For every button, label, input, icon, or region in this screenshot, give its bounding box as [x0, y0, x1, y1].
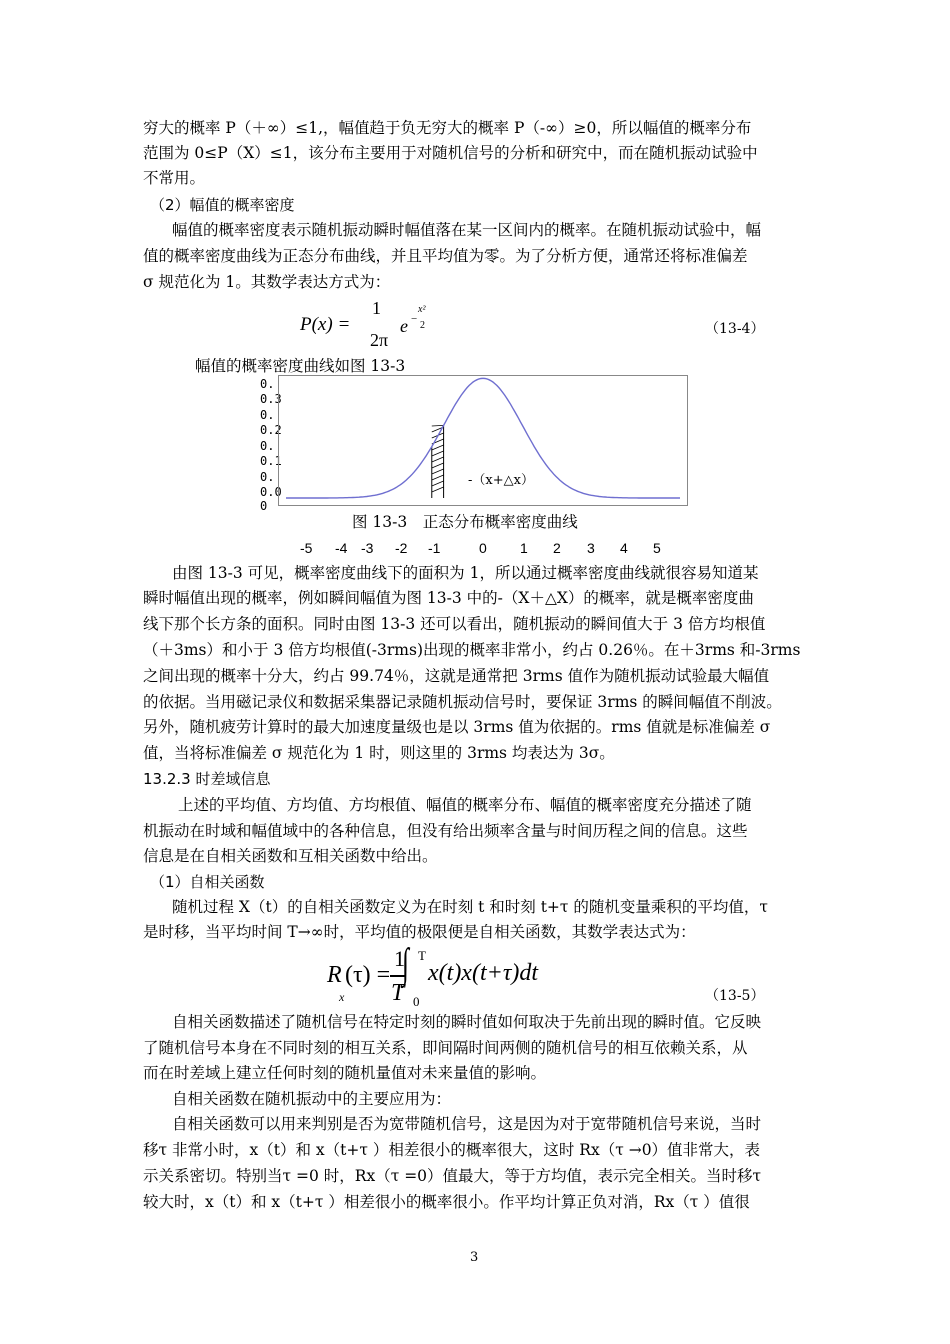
- eq-lower-limit: 0: [413, 994, 420, 1009]
- strip-annotation: -（x+△x）: [468, 473, 534, 488]
- text-line: 较大时，x（t）和 x（t+τ ）相差很小的概率很小。作平均计算正负对消，Rx（τ ）值很: [143, 1193, 750, 1211]
- eq-exp-base: e: [400, 316, 408, 336]
- eq-arg: (τ) =: [345, 962, 391, 988]
- equation-number: （13-4）: [705, 321, 765, 337]
- text-line: 不常用。: [143, 169, 206, 187]
- hatch-line: [432, 475, 444, 480]
- hatch-line: [432, 469, 444, 474]
- text-line: （＋3ms）和小于 3 倍方均根值(-3rms)出现的概率非常小，约占 0.26％。在＋3rms 和-3rms: [143, 641, 801, 659]
- text-line: 随机过程 X（t）的自相关函数定义为在时刻 t 和时刻 t+τ 的随机变量乘积的平均值，τ: [172, 898, 768, 916]
- eq-R: R: [327, 962, 342, 988]
- hatch-line: [432, 425, 444, 426]
- section-heading-13-2-3: 13.2.3 时差域信息: [143, 770, 271, 788]
- x-tick-label: 2: [553, 540, 561, 556]
- y-tick-label: 0.: [260, 377, 275, 391]
- x-tick-label: 4: [620, 540, 628, 556]
- text-line: 信息是在自相关函数和互相关函数中给出。: [143, 847, 438, 865]
- text-line: 的依据。当用磁记录仪和数据采集器记录随机振动信号时，要保证 3rms 的瞬间幅值不削波。: [143, 693, 782, 711]
- y-tick-label: 0.0: [260, 485, 282, 499]
- subheading-autocorrelation: （1）自相关函数: [150, 873, 265, 891]
- hatch-line: [432, 481, 444, 486]
- y-tick-label: 0.: [260, 439, 275, 453]
- hatch-line: [432, 457, 444, 462]
- text-line: 自相关函数可以用来判别是否为宽带随机信号，这是因为对于宽带随机信号来说，当时: [172, 1115, 762, 1133]
- text-line: 值，当将标准偏差 σ 规范化为 1 时，则这里的 3rms 均表达为 3σ。: [143, 744, 615, 762]
- integral-sign-icon: ∫: [402, 941, 409, 987]
- figure-caption: 图 13-3 正态分布概率密度曲线: [352, 513, 578, 531]
- eq-upper-limit: T: [418, 948, 426, 963]
- text-line: 了随机信号本身在不同时刻的相互关系，即间隔时间两侧的随机信号的相互依赖关系，从: [143, 1039, 748, 1057]
- text-line: 机振动在时域和幅值域中的各种信息，但没有给出频率含量与时间历程之间的信息。这些: [143, 822, 748, 840]
- text-line: 另外，随机疲劳计算时的最大加速度量级也是以 3rms 值为依据的。rms 值就是标准偏差 σ: [143, 718, 771, 736]
- x-tick-label: -4: [335, 540, 348, 556]
- text-line: 穷大的概率 P（＋∞）≤1,，幅值趋于负无穷大的概率 P（-∞）≥0，所以幅值的概率分布: [143, 119, 752, 137]
- eq-exp-minus: −: [411, 313, 418, 325]
- eq-exp-denominator: 2: [420, 320, 425, 331]
- y-tick-label: 0.3: [260, 392, 282, 406]
- x-tick-label: -3: [361, 540, 374, 556]
- text-line: 示关系密切。特别当τ =0 时，Rx（τ =0）值最大，等于方均值，表示完全相关。当时移τ: [143, 1167, 762, 1185]
- y-tick-label: 0: [260, 499, 268, 513]
- hatch-line: [432, 445, 444, 450]
- x-tick-label: 3: [587, 540, 595, 556]
- hatch-line: [432, 487, 444, 492]
- text-line: 是时移，当平均时间 T→∞时，平均值的极限便是自相关函数，其数学表达式为：: [143, 923, 696, 941]
- eq-numerator: 1: [394, 946, 405, 971]
- text-line: 值的概率密度曲线为正态分布曲线，并且平均值为零。为了分析方便，通常还将标准偏差: [143, 247, 748, 265]
- text-line: 范围为 0≤P（X）≤1，该分布主要用于对随机信号的分析和研究中，而在随机振动试验中: [143, 144, 758, 162]
- eq-integrand: x(t)x(t+τ)dt: [428, 960, 539, 986]
- eq-exp-numerator: x²: [418, 304, 426, 315]
- x-tick-label: 5: [653, 540, 661, 556]
- y-tick-label: 0.2: [260, 423, 282, 437]
- text-line: 幅值的概率密度表示随机振动瞬时幅值落在某一区间内的概率。在随机振动试验中，幅: [172, 221, 762, 239]
- subheading-probability-density: （2）幅值的概率密度: [150, 196, 295, 214]
- text-line: 上述的平均值、方均值、方均根值、幅值的概率分布、幅值的概率密度充分描述了随: [178, 796, 752, 814]
- text-line: σ 规范化为 1。其数学表达方式为：: [143, 273, 391, 291]
- y-tick-label: 0.: [260, 470, 275, 484]
- equation-number: （13-5）: [705, 988, 765, 1004]
- hatch-line: [432, 463, 444, 468]
- eq-lhs: P(x) =: [300, 314, 351, 335]
- text-line: 瞬时幅值出现的概率，例如瞬间幅值为图 13-3 中的-（X＋△X）的概率，就是概率密度曲: [143, 589, 754, 607]
- eq-numerator: 1: [372, 298, 381, 318]
- x-tick-label: -1: [428, 540, 441, 556]
- text-line: 由图 13-3 可见，概率密度曲线下的面积为 1，所以通过概率密度曲线就很容易知道某: [172, 564, 759, 582]
- text-line: 自相关函数描述了随机信号在特定时刻的瞬时值如何取决于先前出现的瞬时值。它反映: [172, 1013, 762, 1031]
- x-tick-label: -2: [395, 540, 408, 556]
- text-line: 而在时差域上建立任何时刻的随机量值对未来量值的影响。: [143, 1064, 547, 1082]
- eq-denominator: 2π: [370, 330, 389, 350]
- x-tick-label: 1: [520, 540, 528, 556]
- pdf-chart-svg: [0, 370, 950, 513]
- eq-denominator: T: [391, 980, 405, 1006]
- text-line: 之间出现的概率十分大，约占 99.74％，这就是通常把 3rms 值作为随机振动试验最大幅值: [143, 667, 770, 685]
- text-line: 移τ 非常小时，x（t）和 x（t+τ ）相差很小的概率很大，这时 Rx（τ →0）值非常大，表: [143, 1141, 761, 1159]
- y-tick-label: 0.1: [260, 454, 282, 468]
- x-tick-label: -5: [300, 540, 313, 556]
- eq-subscript: x: [339, 990, 345, 1004]
- y-tick-label: 0.: [260, 408, 275, 422]
- x-tick-label: 0: [479, 540, 487, 556]
- hatch-line: [432, 451, 444, 456]
- text-line: 自相关函数在随机振动中的主要应用为：: [172, 1090, 452, 1108]
- text-line: 线下那个长方条的面积。同时由图 13-3 还可以看出，随机振动的瞬间值大于 3 倍方均根值: [143, 615, 766, 633]
- page-number: 3: [470, 1250, 479, 1265]
- figure-intro: 幅值的概率密度曲线如图 13-3: [195, 357, 406, 375]
